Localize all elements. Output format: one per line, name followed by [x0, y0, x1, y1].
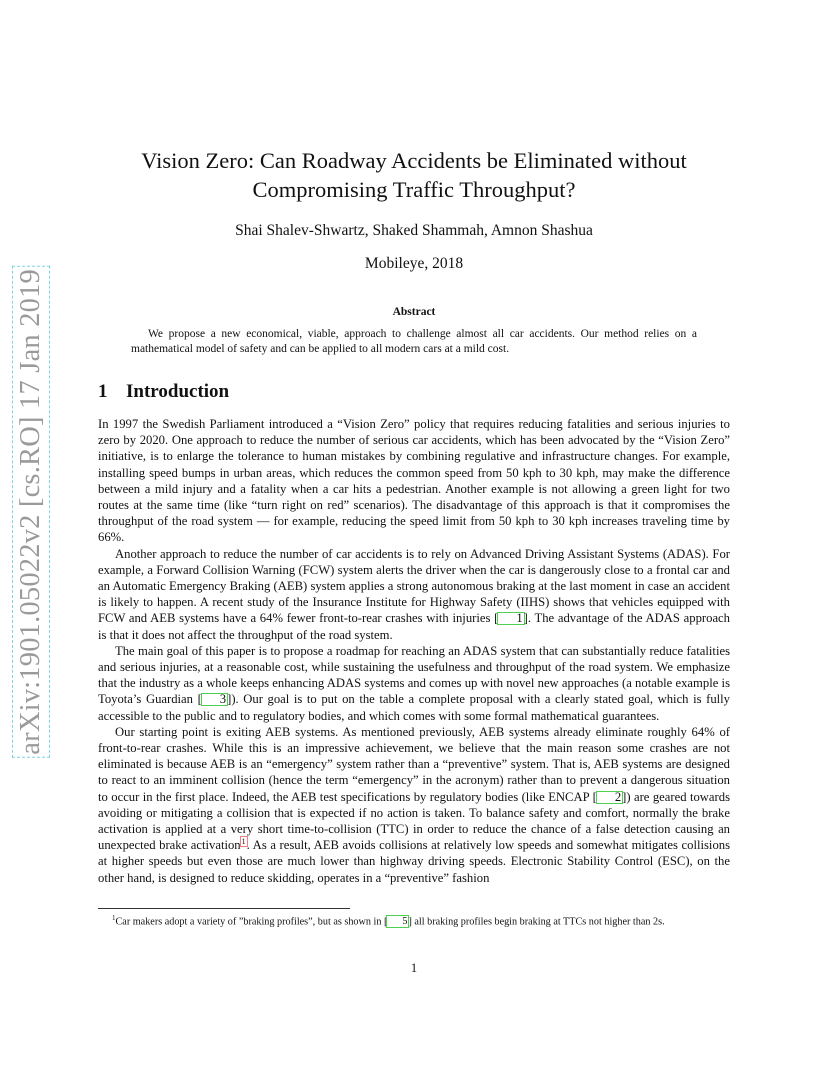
paragraph-4-text-c: . As a result, AEB avoids collisions at relatively low speeds and somewhat mitigates collisions at higher speeds but even those are much lower than highway driving speeds. Electronic Stability Control (ESC), on the other hand, is designed to reduce skidding, operates in a “preventive” fashion	[98, 838, 731, 885]
paragraph-3	[98, 643, 730, 724]
citation-link-2[interactable]: 2	[597, 792, 622, 803]
footnote-divider	[98, 908, 350, 909]
arxiv-identifier-stamp[interactable]	[10, 262, 52, 762]
affiliation: Mobileye, 2018	[364, 255, 464, 272]
paper-title	[98, 146, 730, 204]
abstract-text: We propose a new economical, viable, approach to challenge almost all car accidents. Our method relies on a mathematical model of safety and can be applied to all modern cars at a mild cost.	[131, 328, 697, 355]
section-title: Introduction	[126, 381, 230, 402]
page-number: 1	[410, 961, 418, 975]
abstract-heading: Abstract	[392, 306, 436, 318]
section-number: 1	[98, 381, 108, 402]
footnote-number: 1	[112, 914, 116, 922]
paper-title-line-1: Vision Zero: Can Roadway Accidents be Eliminated without	[141, 148, 687, 173]
footnote-marker-link[interactable]: 1	[241, 837, 246, 847]
paragraph-2-text-a: Another approach to reduce the number of car accidents is to rely on Advanced Driving Assistant Systems (ADAS). For example, a Forward Collision Warning (FCW) system alerts the driver when the car is dangerously close to a frontal car and an Automatic Emergency Braking (AEB) system applies a strong autonomous braking at the last moment in case an accident is likely to happen. A recent study of the Insurance Institute for Highway Safety (IIHS) shows that vehicles equipped with FCW and AEB systems have a 64% fewer front-to-rear crashes with injuries [	[98, 546, 730, 626]
footnote-text-a: Car makers adopt a variety of ”braking profiles”, but as shown in [	[115, 916, 388, 928]
paragraph-3-text-b: ]). Our goal is to put on the table a complete proposal with a clearly stated goal, which is fully accessible to the public and to regulatory bodies, and which comes with some formal mathematical guarantees.	[98, 692, 730, 723]
footnote-text-b: ] all braking profiles begin braking at TTCs not higher than 2s.	[408, 916, 665, 928]
paragraph-2	[98, 546, 730, 643]
paragraph-4-text-b: ]) are geared towards avoiding or mitigating a collision that is expected if no action is taken. To balance safety and comfort, normally the brake activation is applied at a very short time-to-collision (TTC) in order to reduce the chance of a false detection causing an unexpected brake activation	[98, 789, 730, 853]
introduction-body	[98, 416, 730, 886]
paragraph-4-text-a: Our starting point is exiting AEB systems. As mentioned previously, AEB systems already eliminate roughly 64% of front-to-rear crashes. While this is an impressive achievement, we believe that the main reason some crashes are not eliminated is because AEB is an “emergency” system rather than a “preventive” system. That is, AEB systems are designed to react to an imminent collision (hence the term “emergency” in the acronym) rather than to prevent a dangerous situation to occur in the first place. Indeed, the AEB test specifications by regulatory bodies (like ENCAP [	[98, 724, 730, 804]
footnote-1	[98, 912, 730, 928]
paragraph-4	[98, 724, 730, 886]
paragraph-2-text-b: ]. The advantage of the ADAS approach is that it does not affect the throughput of the road system.	[98, 611, 730, 642]
arxiv-identifier[interactable]: arXiv:1901.05022v2 [cs.RO] 17 Jan 2019	[15, 269, 46, 755]
citation-link-3[interactable]: 3	[202, 694, 227, 705]
paragraph-3-text-a: The main goal of this paper is to propose a roadmap for reaching an ADAS system that can substantially reduce fatalities and serious injuries, at a reasonable cost, while sustaining the usefulness and throughput of the road system. We emphasize that the industry as a whole keeps enhancing ADAS systems and comes up with novel new approaches (a notable example is Toyota’s Guardian [	[98, 643, 730, 707]
paper-title-line-2: Compromising Traffic Throughput?	[252, 177, 576, 202]
citation-link-5[interactable]: 5	[387, 916, 408, 927]
author-list: Shai Shalev-Shwartz, Shaked Shammah, Amnon Shashua	[235, 222, 593, 239]
citation-link-1[interactable]: 1	[498, 613, 523, 624]
section-heading-introduction	[98, 381, 229, 403]
paragraph-1: In 1997 the Swedish Parliament introduced a “Vision Zero” policy that requires reducing fatalities and serious injuries to zero by 2020. One approach to reduce the number of serious car accidents, which has been advocated by the “Vision Zero” initiative, is to enlarge the tolerance to human mistakes by combining regulative and infrastructure changes. For example, installing speed bumps in urban areas, which reduces the common speed from 50 kph to 30 kph, may make the difference between a mild injury and a fatality when a car hits a pedestrian. Another example is not allowing a green light for two routes at the same time (like “turn right on red” scenarios). The disadvantage of this approach is that it compromises the throughput of the road system — for example, reducing the speed limit from 50 kph to 30 kph increases traveling time by 66%.	[98, 417, 730, 545]
